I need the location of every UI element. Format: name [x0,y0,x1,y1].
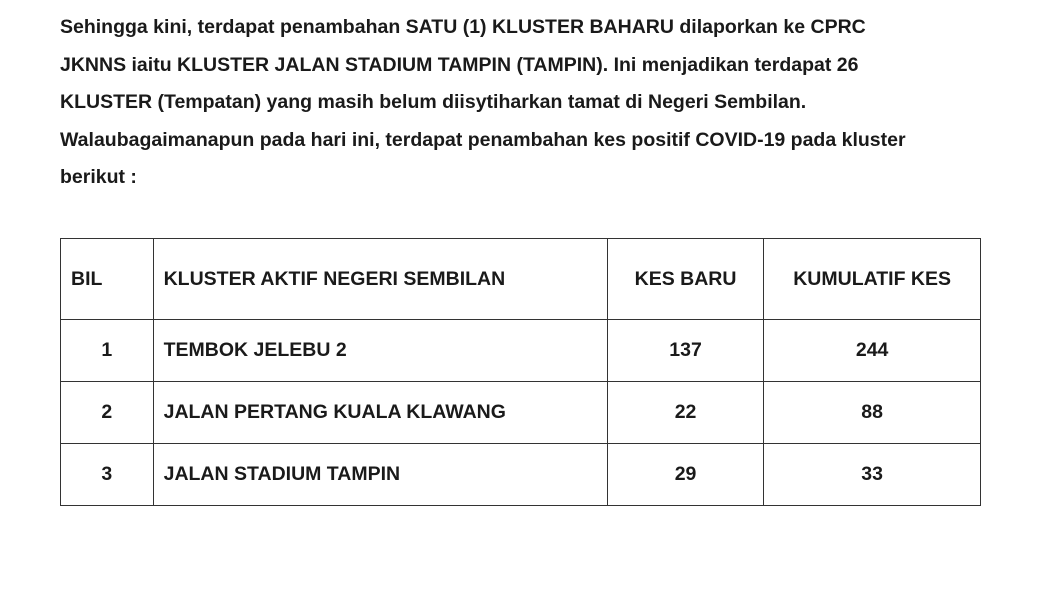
cell-new-cases: 137 [607,320,763,382]
header-cluster: KLUSTER AKTIF NEGERI SEMBILAN [153,239,607,320]
intro-line: Sehingga kini, terdapat penambahan SATU (1) KLUSTER BAHARU dilaporkan ke CPRC [60,16,866,38]
cell-bil: 2 [61,382,154,444]
intro-line: berikut : [60,166,137,189]
header-new-cases: KES BARU [607,239,763,320]
cell-cluster: JALAN STADIUM TAMPIN [153,444,607,506]
cell-bil: 1 [61,320,154,382]
table-header-row [61,239,981,320]
document-page [60,0,995,485]
table-body [61,320,981,506]
header-cumulative: KUMULATIF KES [764,239,981,320]
table-row [61,382,981,444]
cell-cluster: JALAN PERTANG KUALA KLAWANG [153,382,607,444]
cell-cumulative: 88 [764,382,981,444]
table-row [61,444,981,506]
cell-new-cases: 22 [607,382,763,444]
cluster-table [60,238,981,506]
cell-cluster: TEMBOK JELEBU 2 [153,320,607,382]
cell-cumulative: 244 [764,320,981,382]
table-row [61,320,981,382]
intro-paragraph [60,0,995,197]
cell-cumulative: 33 [764,444,981,506]
cell-new-cases: 29 [607,444,763,506]
table-header [61,239,981,320]
header-bil: BIL [61,239,154,320]
intro-line: Walaubagaimanapun pada hari ini, terdapat penambahan kes positif COVID-19 pada kluster [60,128,906,151]
intro-line: JKNNS iaitu KLUSTER JALAN STADIUM TAMPIN (TAMPIN). Ini menjadikan terdapat 26 [60,53,859,76]
cell-bil: 3 [61,444,154,506]
intro-line: KLUSTER (Tempatan) yang masih belum diisytiharkan tamat di Negeri Sembilan. [60,91,807,114]
